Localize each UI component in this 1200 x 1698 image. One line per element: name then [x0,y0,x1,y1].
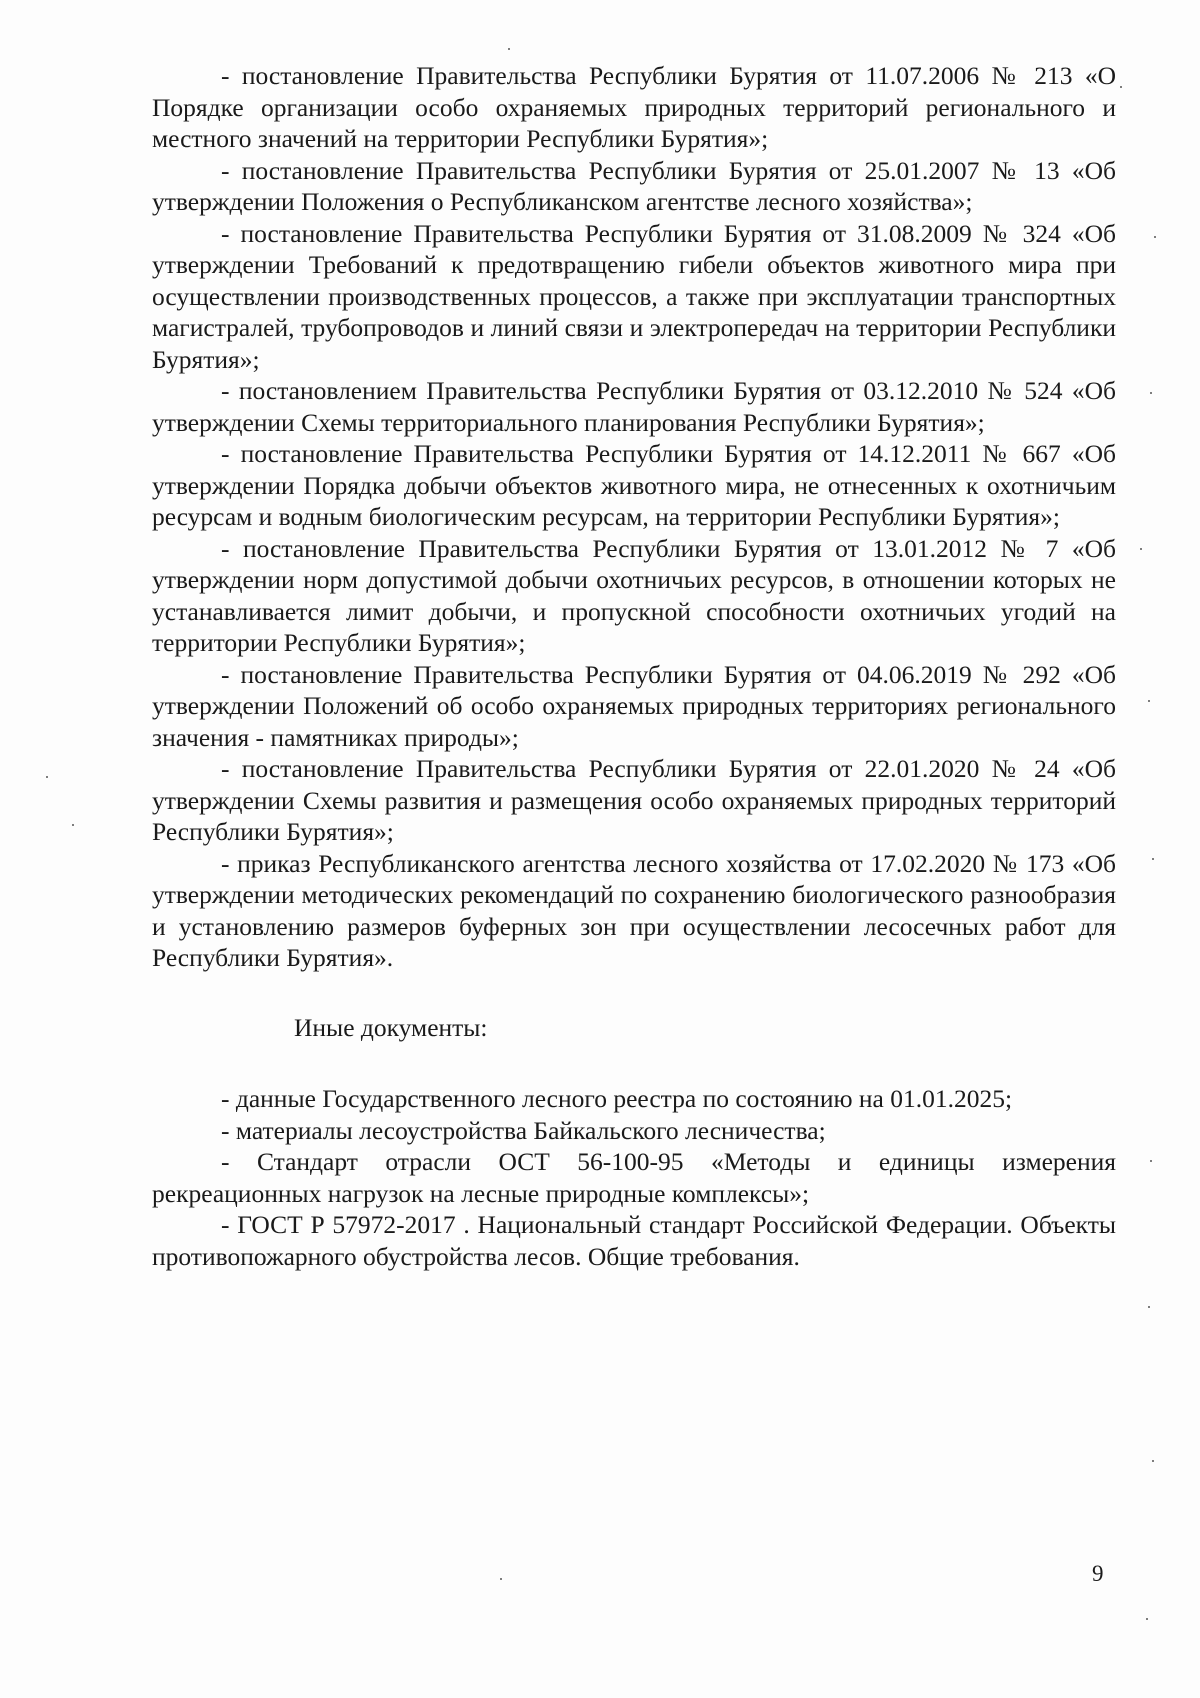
scan-speck [1140,548,1142,550]
regulation-item: - постановление Правительства Республики Бурятия от 13.01.2012 № 7 «Об утверждении норм допустимой добычи охотничьих ресурсов, в отношении которых не устанавливается лимит добычи, и пропускной способности охотничьих угодий на территории Республики Бурятия»; [152,533,1116,657]
scan-speck [46,776,48,778]
document-body [152,60,1116,1272]
scan-speck [1146,1618,1148,1620]
regulation-item: - приказ Республиканского агентства лесного хозяйства от 17.02.2020 № 173 «Об утверждении методических рекомендаций по сохранению биологического разнообразия и установлению размеров буферных зон при осуществлении лесосечных работ для Республики Бурятия». [152,848,1116,972]
scan-speck [1150,1160,1152,1162]
regulation-item: - постановление Правительства Республики Бурятия от 11.07.2006 № 213 «О Порядке организации особо охраняемых природных территорий регионального и местного значений на территории Республики Бурятия»; [152,61,1116,153]
scan-speck [1154,236,1156,238]
scan-speck [72,824,74,826]
other-document-item: - данные Государственного лесного реестра по состоянию на 01.01.2025; [221,1084,1013,1113]
regulation-item: - постановление Правительства Республики Бурятия от 25.01.2007 № 13 «Об утверждении Положения о Республиканском агентстве лесного хозяйства»; [152,155,1116,216]
scan-speck [1148,700,1150,702]
scan-speck [508,48,510,50]
page-number: 9 [1092,1561,1104,1586]
regulation-item: - постановление Правительства Республики Бурятия от 22.01.2020 № 24 «Об утверждении Схемы развития и размещения особо охраняемых природных территорий Республики Бурятия»; [152,754,1116,846]
regulation-item: - постановление Правительства Республики Бурятия от 31.08.2009 № 324 «Об утверждении Требований к предотвращению гибели объектов животного мира при осуществлении производственных процессов, а также при эксплуатации транспортных магистралей, трубопроводов и линий связи и электропередач на территории Республики Бурятия»; [152,218,1116,374]
regulations-list [152,60,1116,974]
regulation-item: - постановление Правительства Республики Бурятия от 04.06.2019 № 292 «Об утверждении Положений об особо охраняемых природных территориях регионального значения - памятниках природы»; [152,659,1116,752]
regulation-item: - постановлением Правительства Республики Бурятия от 03.12.2010 № 524 «Об утверждении Схемы территориального планирования Республики Бурятия»; [152,376,1116,437]
other-document-item: - материалы лесоустройства Байкальского лесничества; [221,1115,826,1145]
scan-speck [1152,858,1154,860]
other-documents-list [152,1083,1116,1272]
other-documents-heading: Иные документы: [294,1012,488,1042]
other-document-item: - Стандарт отрасли ОСТ 56-100-95 «Методы и единицы измерения рекреационных нагрузок на лесные природные комплексы»; [152,1147,1116,1208]
scan-speck [500,1578,502,1580]
scan-speck [1148,1306,1150,1308]
scan-speck [1152,1460,1154,1462]
other-document-item: - ГОСТ Р 57972-2017 . Национальный стандарт Российской Федерации. Объекты противопожарного обустройства лесов. Общие требования. [152,1210,1116,1271]
scan-speck [1120,86,1122,88]
scan-speck [1150,392,1152,394]
regulation-item: - постановление Правительства Республики Бурятия от 14.12.2011 № 667 «Об утверждении Порядка добычи объектов животного мира, не отнесенных к охотничьим ресурсам и водным биологическим ресурсам, на территории Республики Бурятия»; [152,439,1116,531]
